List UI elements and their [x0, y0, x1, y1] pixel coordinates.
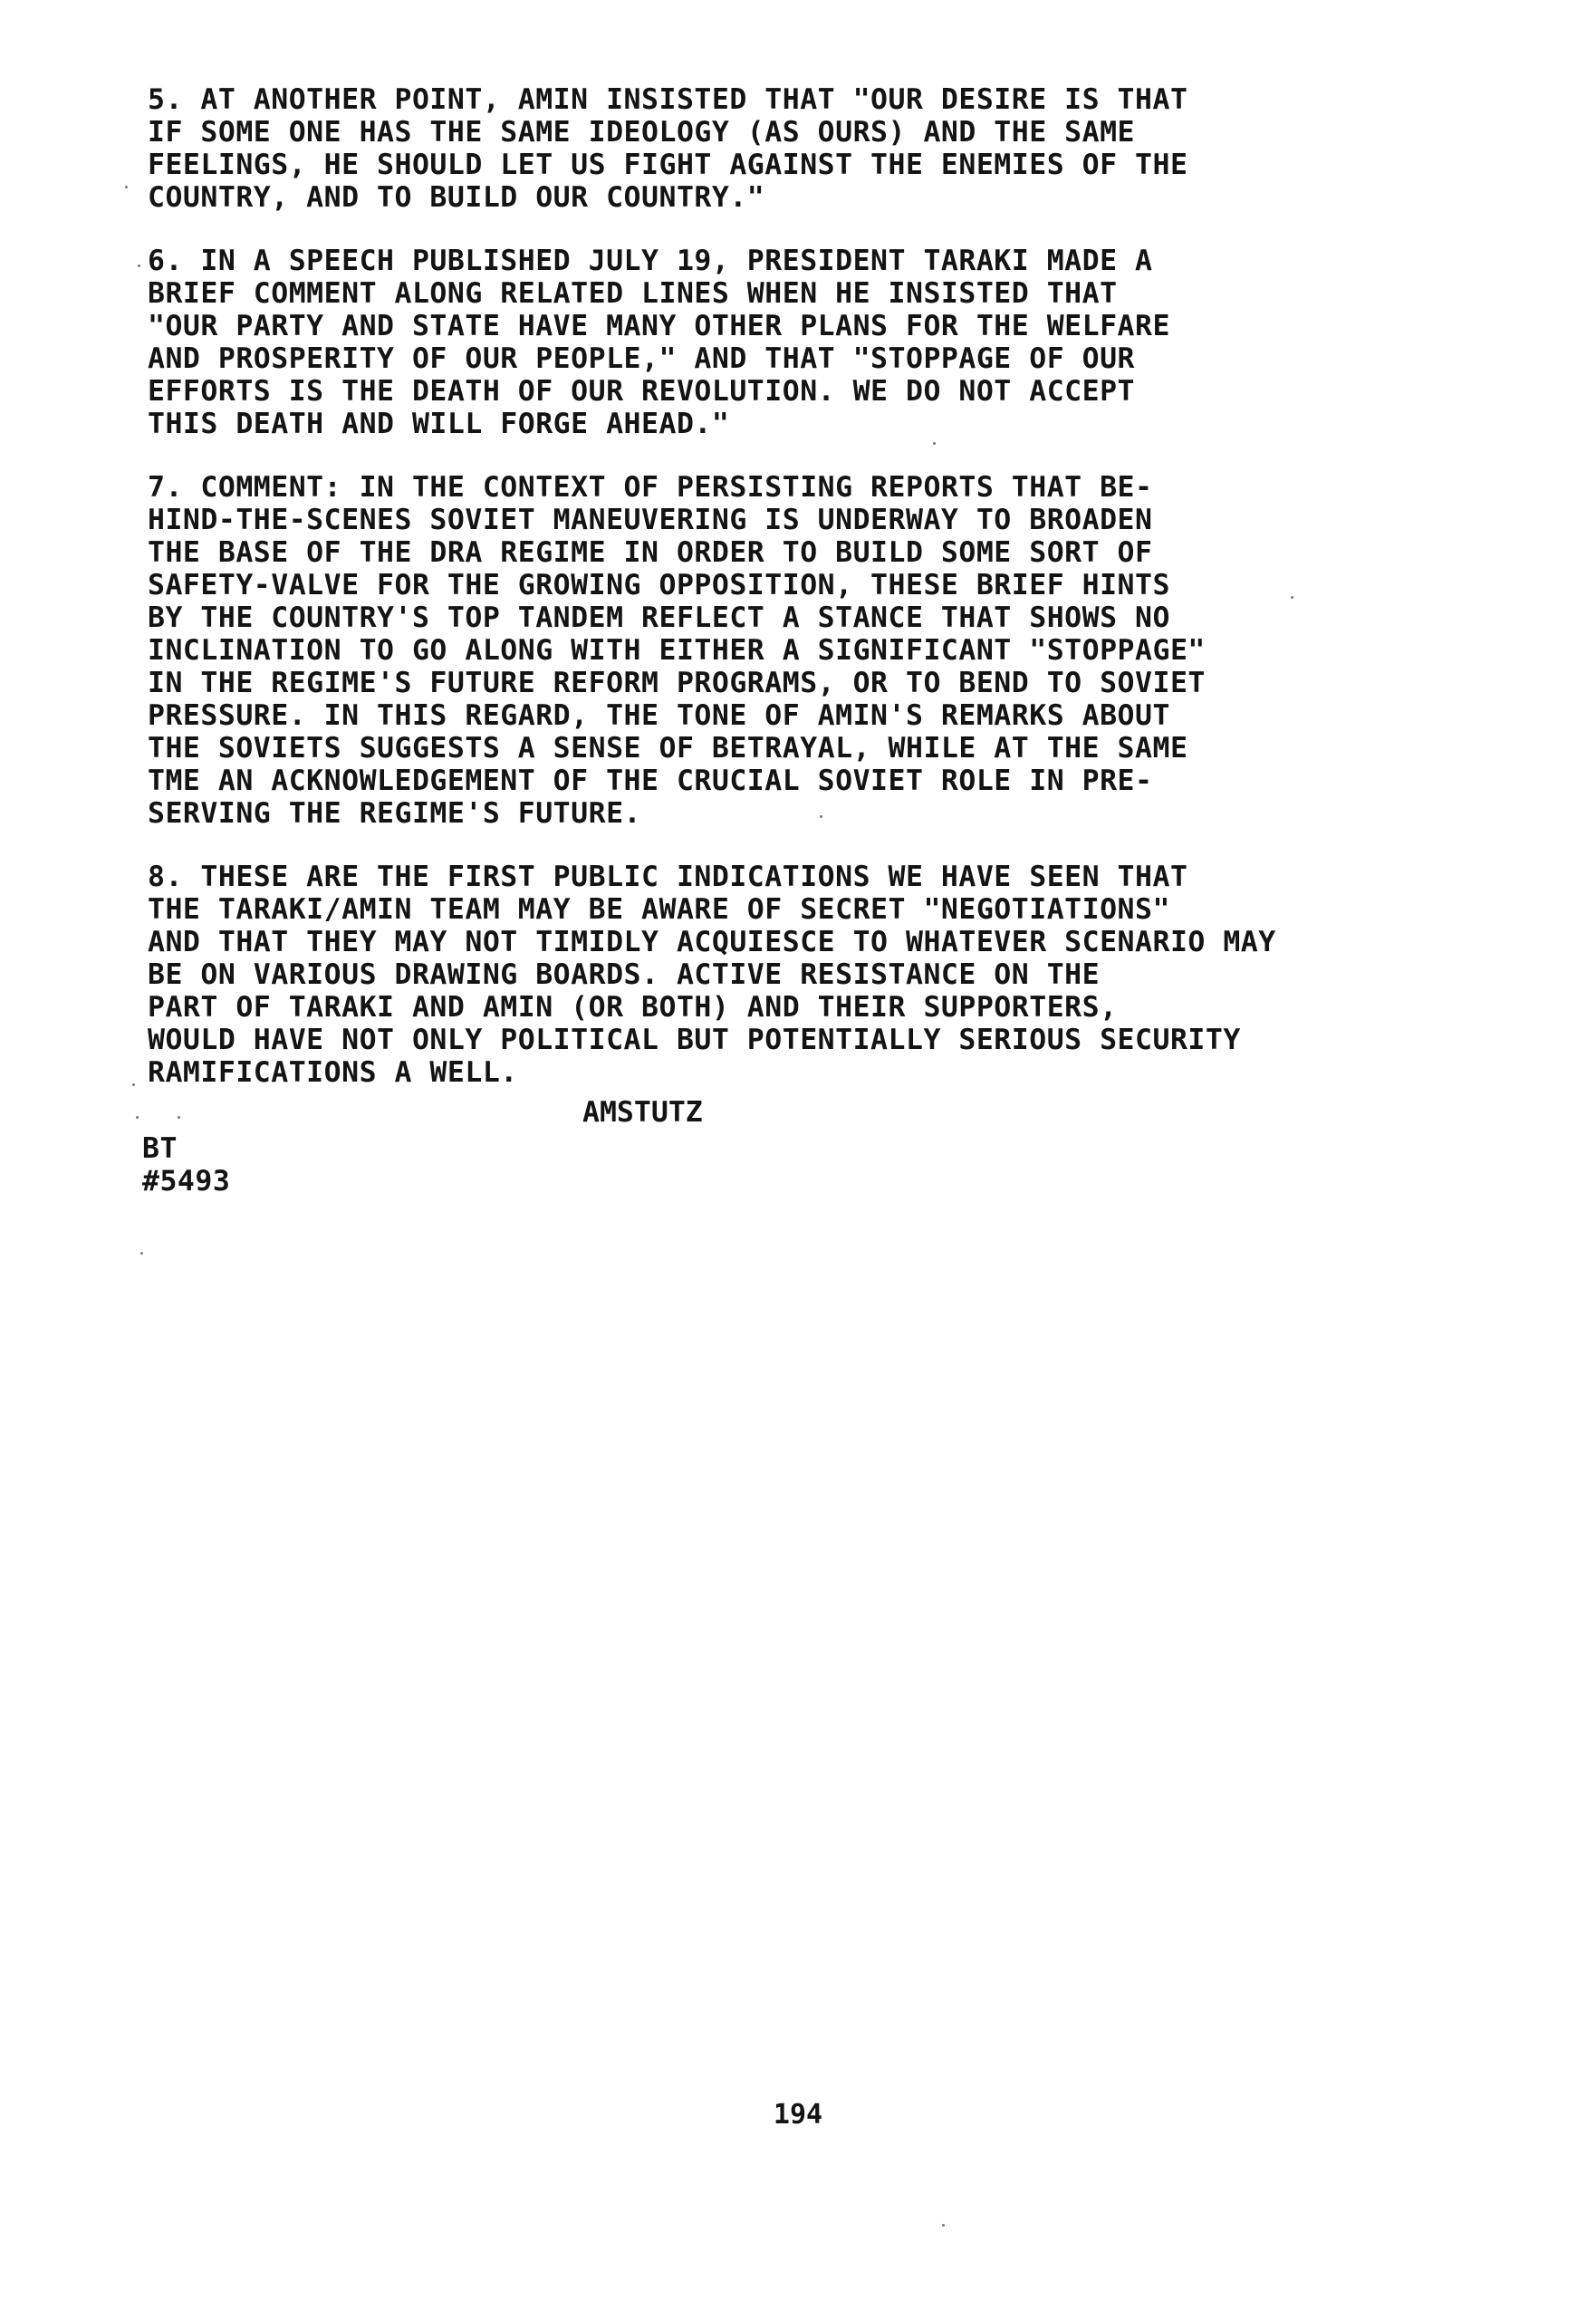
text-line: THE SOVIETS SUGGESTS A SENSE OF BETRAYAL, WHILE AT THE SAME	[148, 732, 1188, 765]
text-line: BRIEF COMMENT ALONG RELATED LINES WHEN HE INSISTED THAT	[148, 277, 1118, 310]
text-line: WOULD HAVE NOT ONLY POLITICAL BUT POTENTIALLY SERIOUS SECURITY	[148, 1024, 1241, 1056]
text-line: RAMIFICATIONS A WELL.	[148, 1056, 518, 1089]
paragraph-8	[148, 861, 1488, 1089]
text-line: PART OF TARAKI AND AMIN (OR BOTH) AND THEIR SUPPORTERS,	[148, 991, 1118, 1024]
scan-speck	[140, 1252, 143, 1255]
text-line: COUNTRY, AND TO BUILD OUR COUNTRY."	[148, 181, 765, 214]
scan-speck	[132, 1083, 135, 1086]
scan-speck	[136, 1116, 139, 1119]
end-marks	[142, 1132, 230, 1198]
scan-speck	[1291, 596, 1293, 599]
text-line: BE ON VARIOUS DRAWING BOARDS. ACTIVE RESISTANCE ON THE	[148, 958, 1101, 991]
text-line: 8. THESE ARE THE FIRST PUBLIC INDICATIONS WE HAVE SEEN THAT	[148, 861, 1188, 893]
text-line: IF SOME ONE HAS THE SAME IDEOLOGY (AS OURS) AND THE SAME	[148, 116, 1136, 149]
text-line: THE BASE OF THE DRA REGIME IN ORDER TO BUILD SOME SORT OF	[148, 536, 1153, 569]
text-line: EFFORTS IS THE DEATH OF OUR REVOLUTION. WE DO NOT ACCEPT	[148, 375, 1136, 408]
text-line: TME AN ACKNOWLEDGEMENT OF THE CRUCIAL SOVIET ROLE IN PRE-	[148, 765, 1153, 797]
text-line: IN THE REGIME'S FUTURE REFORM PROGRAMS, OR TO BEND TO SOVIET	[148, 667, 1206, 699]
scan-speck	[178, 1116, 180, 1119]
text-line: SAFETY-VALVE FOR THE GROWING OPPOSITION, THESE BRIEF HINTS	[148, 569, 1170, 601]
text-line: HIND-THE-SCENES SOVIET MANEUVERING IS UNDERWAY TO BROADEN	[148, 504, 1153, 536]
text-line: AND THAT THEY MAY NOT TIMIDLY ACQUIESCE TO WHATEVER SCENARIO MAY	[148, 926, 1276, 958]
text-line: PRESSURE. IN THIS REGARD, THE TONE OF AMIN'S REMARKS ABOUT	[148, 699, 1170, 732]
paragraph-5	[148, 83, 1488, 214]
text-line: 5. AT ANOTHER POINT, AMIN INSISTED THAT "OUR DESIRE IS THAT	[148, 83, 1188, 116]
text-line: BY THE COUNTRY'S TOP TANDEM REFLECT A STANCE THAT SHOWS NO	[148, 601, 1170, 634]
text-line: SERVING THE REGIME'S FUTURE.	[148, 797, 642, 830]
text-line: FEELINGS, HE SHOULD LET US FIGHT AGAINST THE ENEMIES OF THE	[148, 149, 1188, 181]
text-line: 6. IN A SPEECH PUBLISHED JULY 19, PRESIDENT TARAKI MADE A	[148, 245, 1153, 277]
break-marker: BT	[142, 1132, 178, 1165]
text-line: "OUR PARTY AND STATE HAVE MANY OTHER PLANS FOR THE WELFARE	[148, 310, 1170, 342]
text-line: INCLINATION TO GO ALONG WITH EITHER A SIGNIFICANT "STOPPAGE"	[148, 634, 1206, 667]
message-number: #5493	[142, 1165, 231, 1198]
page-number: 194	[773, 2099, 823, 2131]
scan-speck	[820, 815, 822, 818]
paragraph-7	[148, 471, 1488, 830]
scan-speck	[942, 2224, 945, 2227]
signature: AMSTUTZ	[582, 1096, 703, 1129]
text-line: THIS DEATH AND WILL FORGE AHEAD."	[148, 408, 730, 440]
text-line: THE TARAKI/AMIN TEAM MAY BE AWARE OF SECRET "NEGOTIATIONS"	[148, 893, 1170, 926]
scan-speck	[125, 186, 128, 188]
scan-speck	[138, 265, 140, 267]
paragraph-6	[148, 245, 1488, 440]
scan-speck	[933, 442, 936, 445]
text-line: AND PROSPERITY OF OUR PEOPLE," AND THAT "STOPPAGE OF OUR	[148, 342, 1136, 375]
cable-body	[148, 83, 1488, 1120]
text-line: 7. COMMENT: IN THE CONTEXT OF PERSISTING REPORTS THAT BE-	[148, 471, 1153, 504]
